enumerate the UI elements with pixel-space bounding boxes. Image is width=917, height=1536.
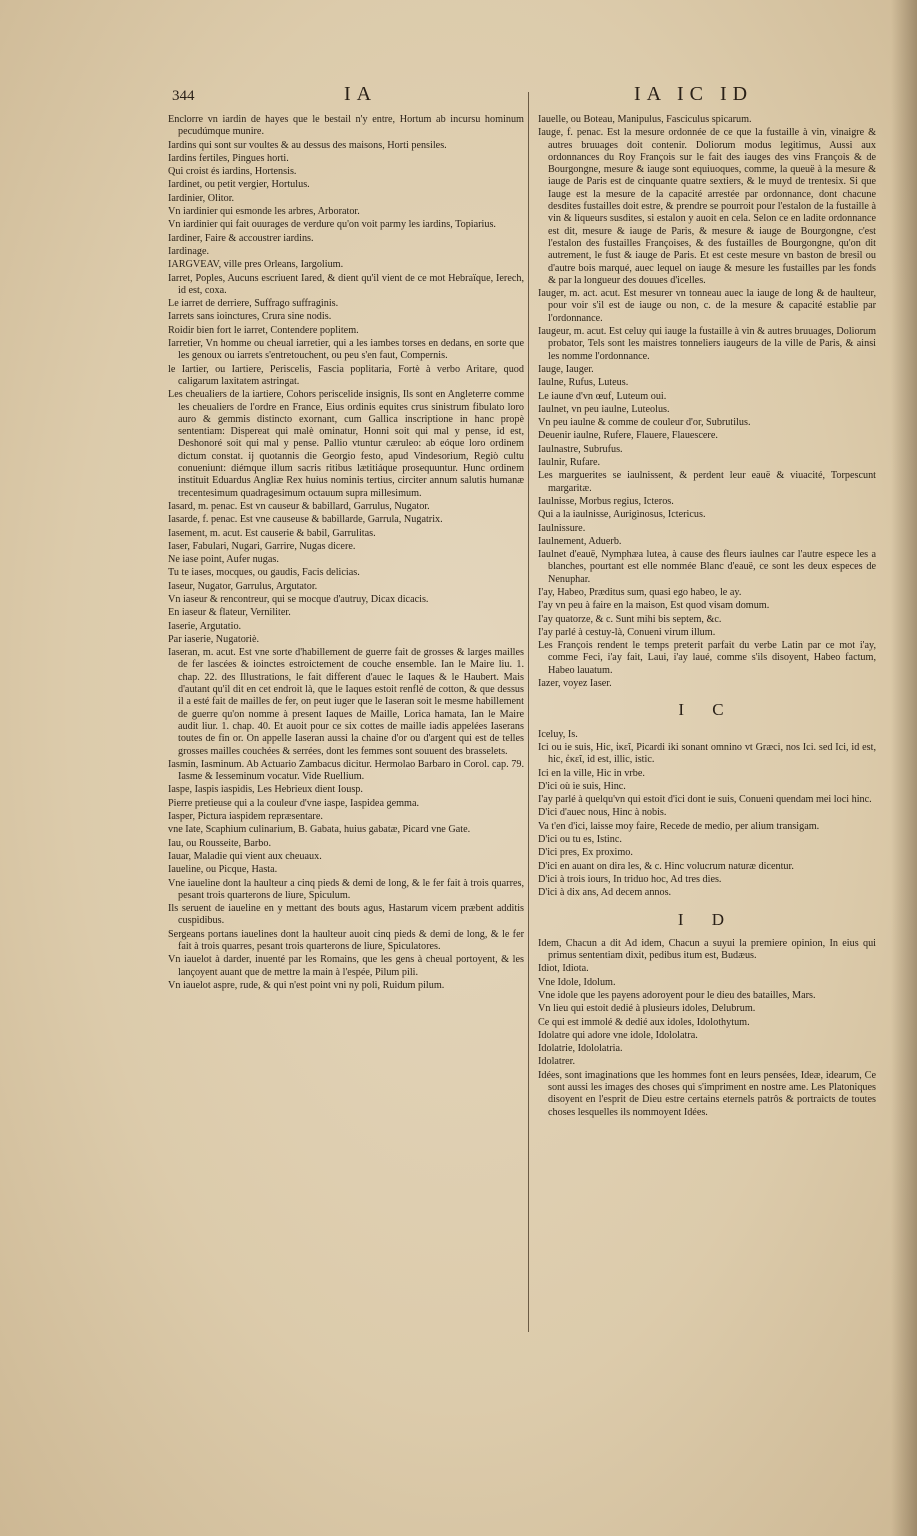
dictionary-entry: Ils seruent de iaueline en y mettant des bouts agus, Hastarum vicem præbent additis cuspidibus. (168, 903, 524, 927)
dictionary-entry: Iardins fertiles, Pingues horti. (168, 152, 289, 164)
dictionary-entry: Iau, ou Rousseite, Barbo. (168, 837, 271, 849)
dictionary-entry: Idolatre qui adore vne idole, Idololatra. (538, 1029, 698, 1041)
dictionary-entry: I'ay, Habeo, Præditus sum, quasi ego habeo, le ay. (538, 586, 742, 598)
dictionary-entry: Pierre pretieuse qui a la couleur d'vne iaspe, Iaspidea gemma. (168, 797, 420, 809)
dictionary-entry: Iardinage. (168, 245, 210, 257)
dictionary-entry: Iauelle, ou Boteau, Manipulus, Fasciculus spicarum. (538, 114, 752, 125)
dictionary-entry: Va t'en d'ici, laisse moy faire, Recede de medio, per alium transigam. (538, 820, 820, 832)
dictionary-entry: IARGVEAV, ville pres Orleans, Iargolium. (168, 259, 344, 271)
dictionary-entry: Iaugeur, m. acut. Est celuy qui iauge la fustaille à vin & autres bruuages, Doliorum probator, Tels sont les maistres tonneliers iaugeurs de la ville de Paris, & ainsi les nomme l'ordonnance. (538, 326, 876, 362)
dictionary-entry: Par iaserie, Nugatoriè. (168, 633, 260, 645)
dictionary-entry: I'ay quatorze, & c. Sunt mihi bis septem, &c. (538, 613, 722, 625)
dictionary-entry: Vn iauelot à darder, inuenté par les Romains, que les gens à cheual portoyent, & les lançoyent auant que de mettre la main à l'espée, Pilum pili. (168, 954, 524, 978)
binding-shadow (891, 0, 917, 1536)
dictionary-entry: Iaulnastre, Subrufus. (538, 443, 623, 455)
dictionary-entry: Vne Idole, Idolum. (538, 976, 616, 988)
dictionary-entry: Iauge, Iauger. (538, 363, 594, 375)
dictionary-entry: Sergeans portans iauelines dont la haulteur auoit cinq pieds & demi de long, & le fer fait à trois quarres, pesant trois quarterons de liure, Spiculatores. (168, 928, 524, 952)
dictionary-entry: Iarret, Poples, Aucuns escriuent Iared, & dient qu'il vient de ce mot Hebraïque, Ierech, id est, coxa. (168, 272, 524, 296)
dictionary-entry: Iardins qui sont sur voultes & au dessus des maisons, Horti pensiles. (168, 139, 447, 151)
dictionary-entry: Iceluy, Is. (538, 728, 578, 740)
dictionary-entry: D'ici à trois iours, In triduo hoc, Ad tres dies. (538, 873, 722, 885)
dictionary-entry: Iardinier, Olitor. (168, 192, 235, 204)
dictionary-entry: Vn iardinier qui esmonde les arbres, Arborator. (168, 206, 360, 218)
dictionary-entry: Iasement, m. acut. Est causerie & babil, Garrulitas. (168, 527, 376, 539)
dictionary-entry: Ici ou ie suis, Hic, ἰκεῖ, Picardi iki sonant omnino vt Græci, nos Ici. sed Ici, id est, hic, ἐκεῖ, id est, illic, istic. (538, 741, 876, 766)
dictionary-entry: Vn lieu qui estoit dedié à plusieurs idoles, Delubrum. (538, 1003, 756, 1015)
dictionary-entry: Iaulnisse, Morbus regius, Icteros. (538, 495, 674, 507)
dictionary-entry: Iauar, Maladie qui vient aux cheuaux. (168, 850, 322, 862)
section-heading-ic: I C (678, 700, 736, 720)
dictionary-entry: D'ici ou tu es, Istinc. (538, 834, 622, 846)
dictionary-entry: Iauger, m. act. acut. Est mesurer vn tonneau auec la iauge de long & de haulteur, pour voir s'il est de iauge ou non, c. de la mesure & capacité establie par l'ordonnance. (538, 288, 876, 324)
dictionary-entry: Idem, Chacun a dit Ad idem, Chacun a suyui la premiere opinion, In eius qui primus sententiam dixit, pedibus itum est, Budæus. (538, 937, 876, 962)
dictionary-entry: D'ici pres, Ex proximo. (538, 847, 633, 859)
dictionary-entry: Iaserie, Argutatio. (168, 620, 242, 632)
dictionary-entry: Vne idole que les payens adoroyent pour le dieu des batailles, Mars. (538, 990, 816, 1001)
dictionary-entry: Vn peu iaulne & comme de couleur d'or, Subrutilus. (538, 417, 751, 429)
dictionary-entry: D'ici où ie suis, Hinc. (538, 780, 626, 792)
dictionary-entry: Enclorre vn iardin de hayes que le bestail n'y entre, Hortum ab incursu hominum pecudúmque munire. (168, 114, 524, 138)
dictionary-entry: I'ay parlé à quelqu'vn qui estoit d'ici dont ie suis, Conueni quendam mei loci hinc. (538, 794, 872, 806)
dictionary-entry: Iardiner, Faire & accoustrer iardins. (168, 232, 314, 244)
dictionary-entry: Qui croist és iardins, Hortensis. (168, 166, 297, 178)
right-ia-entries (538, 114, 876, 690)
dictionary-entry: Idiot, Idiota. (538, 963, 589, 975)
dictionary-entry: D'ici en auant on dira les, & c. Hinc volucrum naturæ dicentur. (538, 860, 794, 872)
dictionary-entry: Iarretier, Vn homme ou cheual iarretier, qui a les iambes torses en dedans, en sorte que les genoux ou iarrets s'entretouchent, ou peu s'en faut, Compernis. (168, 338, 524, 362)
right-column (538, 83, 876, 1120)
dictionary-entry: Iarrets sans ioinctures, Crura sine nodis. (168, 311, 332, 323)
dictionary-entry: Iaulnet d'eauë, Nymphæa lutea, à cause des fleurs iaulnes car l'autre espece les a blanches, pourtant est elle nommée Blanc d'eauë, ce sont les deux especes de Nenuphar. (538, 549, 876, 585)
dictionary-entry: Iardinet, ou petit vergier, Hortulus. (168, 179, 310, 191)
dictionary-entry: Iaseur, Nugator, Garrulus, Argutator. (168, 580, 318, 592)
dictionary-entry: Vne iaueline dont la haulteur a cinq pieds & demi de long, & le fer fait à trois quarres, pesant trois quarterons de liure, Spiculum. (168, 877, 524, 901)
dictionary-entry: I'ay vn peu à faire en la maison, Est quod visam domum. (538, 600, 770, 612)
dictionary-entry: Iaueline, ou Picque, Hasta. (168, 864, 278, 876)
dictionary-entry: Iaspe, Iaspis iaspidis, Les Hebrieux dient Iousp. (168, 784, 363, 796)
dictionary-entry: Iasmin, Iasminum. Ab Actuario Zambacus dicitur. Hermolao Barbaro in Corol. cap. 79. Iasme & Iesseminum vocatur. Vide Ruellium. (168, 758, 524, 783)
dictionary-entry: Ne iase point, Aufer nugas. (168, 554, 279, 566)
dictionary-entry: Le iarret de derriere, Suffrago suffraginis. (168, 298, 339, 310)
dictionary-entry: En iaseur & flateur, Verniliter. (168, 607, 291, 619)
dictionary-entry: Iaulnir, Rufare. (538, 457, 601, 469)
right-header (538, 83, 876, 110)
left-entries (168, 114, 524, 992)
dictionary-entry: Iaulnet, vn peu iaulne, Luteolus. (538, 403, 670, 415)
dictionary-entry: Ce qui est immolé & dedié aux idoles, Idolothytum. (538, 1016, 750, 1028)
dictionary-entry: Iazer, voyez Iaser. (538, 678, 612, 690)
page-number: 344 (172, 88, 195, 104)
dictionary-entry: Iaseran, m. acut. Est vne sorte d'habillement de guerre fait de grosses & larges mailles de fer lascées & ioinctes estroictement de couche ensemble. Ian le Maire liu. 1. chap. 22. des Illustrations, le fait different d'auec le Iaques & le Haubert. Mais d'autant qu'il dit en cet endroit là, que le Iaques estoit renflé de cotton, & que dessus il a esté fait de mailles de fer, on peut iuger que le Iaseran soit le mesme habillement de guerre qu'on nomme à present Iaques de Maille, Lorica hamata, Ian le Maire audit liur. 1. chap. 40. Et auoit pour ce six cottes de maille iadis appelées Iaserans toutes de fin or. On appelle Iaseran aussi la chaine d'or ou d'argent qui est de telles grosses mailles couchées & serrées, dont les femmes sont souuent des brasselets. (168, 647, 524, 757)
left-column (168, 83, 524, 993)
dictionary-entry: Les marguerites se iaulnissent, & perdent leur eauë & viuacité, Torpescunt margaritæ. (538, 470, 876, 494)
dictionary-entry: Idolatrer. (538, 1056, 576, 1068)
dictionary-entry: Iaulnissure. (538, 522, 586, 534)
dictionary-entry: Vn iardinier qui fait ouurages de verdure qu'on voit parmy les iardins, Topiarius. (168, 219, 496, 231)
dictionary-entry: Roidir bien fort le iarret, Contendere poplitem. (168, 324, 359, 336)
left-header (168, 83, 524, 110)
dictionary-entry: I'ay parlé à cestuy-là, Conueni virum illum. (538, 626, 716, 638)
dictionary-entry: Iasper, Pictura iaspidem repræsentare. (168, 811, 323, 823)
dictionary-entry: Les François rendent le temps preterit parfait du verbe Latin par ce mot i'ay, comme Feci, i'ay fait, Laui, i'ay laué, comme s'ils disoyent, Habeo factum, Habeo lauatum. (538, 640, 876, 676)
dictionary-entry: Vn iaseur & rencontreur, qui se mocque d'autruy, Dicax dicacis. (168, 593, 429, 605)
dictionary-entry: Iaser, Fabulari, Nugari, Garrire, Nugas dicere. (168, 540, 356, 552)
running-title-left: IA (344, 83, 378, 105)
dictionary-entry: Iasarde, f. penac. Est vne causeuse & babillarde, Garrula, Nugatrix. (168, 514, 443, 526)
dictionary-entry: Vn iauelot aspre, rude, & qui n'est point vni ny poli, Ruidum pilum. (168, 979, 445, 991)
dictionary-entry: vne Iate, Scaphium culinarium, B. Gabata, huius gabatæ, Picard vne Gate. (168, 824, 471, 836)
ic-entries (538, 729, 876, 900)
dictionary-entry: Le iaune d'vn œuf, Luteum oui. (538, 390, 667, 402)
dictionary-entry: Idées, sont imaginations que les hommes font en leurs pensées, Ideæ, idearum, Ce sont aussi les images des choses qui s'impriment en nostre ame. Les Platoniques disoyent en l'esprit de Dieu estre certains eternels patrôs & portraicts de toutes choses lesquelles ils nommoyent Idées. (538, 1069, 876, 1118)
dictionary-entry: Deuenir iaulne, Rufere, Flauere, Flauescere. (538, 430, 718, 442)
dictionary-entry: Iasard, m. penac. Est vn causeur & babillard, Garrulus, Nugator. (168, 500, 430, 512)
column-rule (528, 92, 529, 1332)
dictionary-entry: D'ici à dix ans, Ad decem annos. (538, 887, 672, 899)
section-heading-id: I D (677, 909, 737, 929)
running-title-right: IA IC ID (634, 83, 754, 105)
dictionary-entry: Iauge, f. penac. Est la mesure ordonnée de ce que la fustaille à vin, vinaigre & autres bruuages doit contenir. Doliorum modus legitimus, Aussi aux ordonnances du Roy François sur le fait des iauges des vins François & de Bourgongne, mesure & iauge sont equiuoques, comme, la queuë à la mesure & iauge de Paris est de cinquante quatre sextiers, & le muyd de trentesix. Si que Iauge est la mesure de la capacité arrestée par ordonnance, dont chacune desdites fustailles doit estre, & prendre se pourroit pour l'estalon de la fustaille à vin & liqueurs susdites, si estalon y auoit en cela. Selon ce en ladite ordonnance est dit, mesure & iauge de Paris, & mesure & iauge de Bourgongne, c'est l'estalon des fustailles Françoises, & des fustailles de Bourgongne, qu'on dit autrement, le fust & iauge de Paris. Et est ceste mesure vn baston de bresil ou d'autre bois marqué, auec lequel on iauge & mesure les fustailles par les fonds & par la longueur des douues d'icelles. (538, 127, 876, 286)
dictionary-entry: D'ici d'auec nous, Hinc à nobis. (538, 807, 667, 819)
dictionary-entry: Qui a la iaulnisse, Aurigìnosus, Ictericus. (538, 509, 706, 521)
dictionary-entry: le Iartier, ou Iartiere, Periscelis, Fascia poplitaria, Fortè à verbo Aritare, quod caligarum laxitatem astringat. (168, 363, 524, 387)
dictionary-entry: Idolatrie, Idololatria. (538, 1043, 623, 1055)
dictionary-entry: Ici en la ville, Hic in vrbe. (538, 767, 645, 779)
id-entries (538, 938, 876, 1119)
dictionary-entry: Les cheualiers de la iartiere, Cohors periscelide insignis, Ils sont en Angleterre comme les cheualiers de l'ordre en France, Eius ordinis equites crus sinistrum fibulato loro auro & gemmis distincto exornant, cum Gallica inscriptione in hanc propè sententiam: Dispereat qui malè ominatur, Honni soit qui mal y pense, id est, Deshonoré soit qui mal y pense. Pallio vtuntur cæruleo: ab eóque loro ordinem dictum constat. ij quotannis die Georgio festo, apud Vindesorium, Regiò cultu conueniunt: diémque illum sacris ritibus lætitiáque prosequuntur. Hunc ordinem instituit Eduardus Angliæ Rex huius nominis tertius, circiter annum salutis humanæ trecentesimum quadragesimum octauum supra millesimum. (168, 389, 524, 499)
dictionary-entry: Iaulnement, Aduerb. (538, 535, 622, 547)
dictionary-entry: Tu te iases, mocques, ou gaudis, Facis delicias. (168, 567, 360, 579)
dictionary-entry: Iaulne, Rufus, Luteus. (538, 377, 629, 389)
